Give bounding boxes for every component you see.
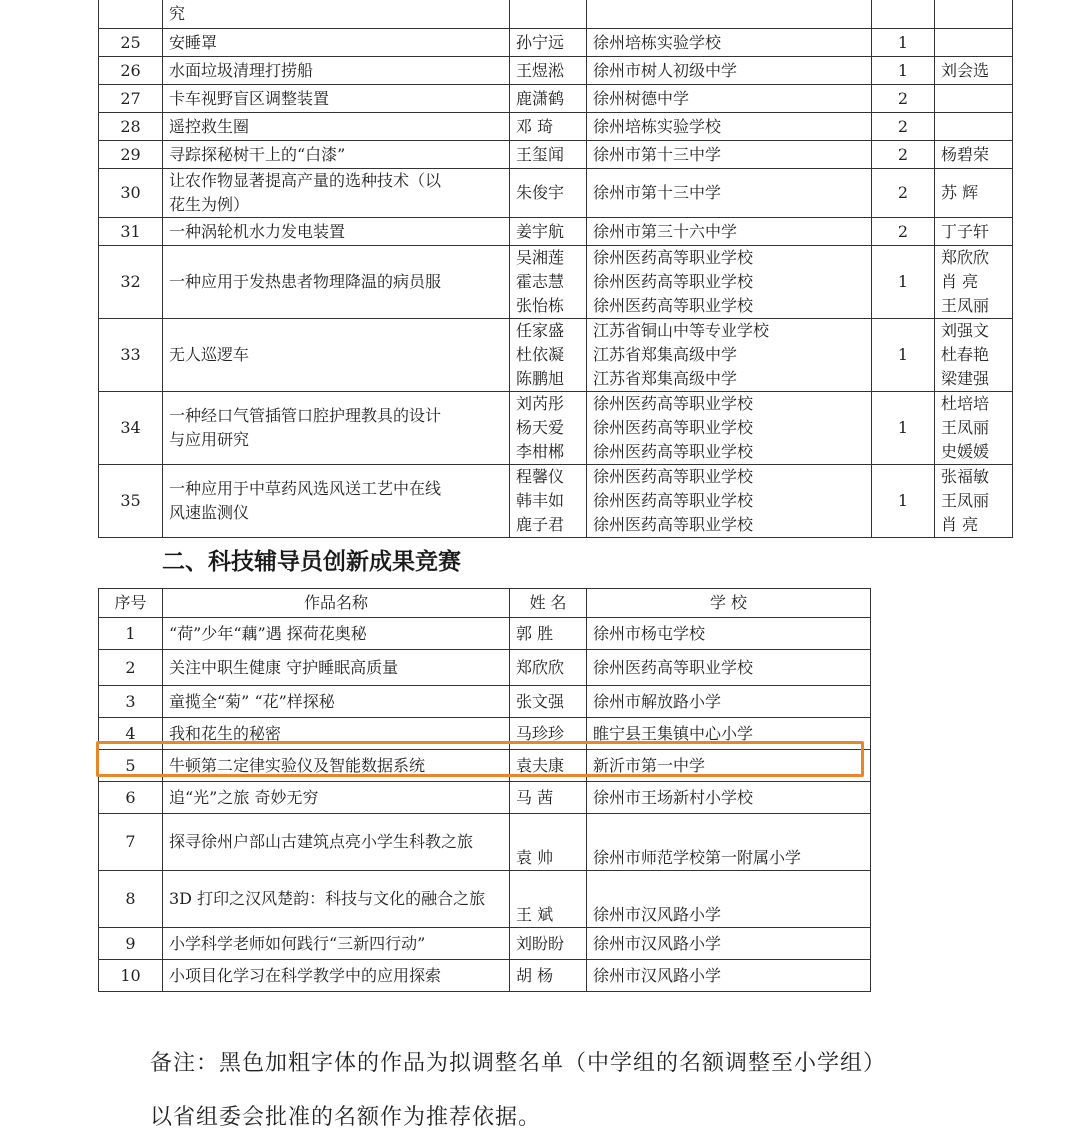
school-name: 睢宁县王集镇中心小学 <box>587 718 871 750</box>
work-title-line: 一种应用于中草药风选风送工艺中在线 <box>169 479 442 498</box>
section-heading: 二、科技辅导员创新成果竞赛 <box>162 549 461 575</box>
tutor-names <box>935 392 1013 465</box>
award-level: 1 <box>872 392 935 465</box>
row-index: 27 <box>99 85 163 113</box>
tutor-name: 马珍珍 <box>510 718 587 750</box>
school-names-line: 徐州市第三十六中学 <box>593 221 738 241</box>
work-title <box>163 246 510 319</box>
work-title-line: 无人巡逻车 <box>169 345 250 364</box>
table-row <box>99 782 871 814</box>
award-level: 1 <box>872 29 935 57</box>
school-names-line: 江苏省铜山中等专业学校 <box>593 321 770 340</box>
school-names-line: 徐州树德中学 <box>593 88 690 108</box>
work-title <box>163 0 510 29</box>
row-index: 10 <box>99 960 163 992</box>
school-names-line: 徐州医药高等职业学校 <box>593 418 754 437</box>
school-names <box>587 85 872 113</box>
tutor-names-line: 梁建强 <box>941 369 990 388</box>
work-title: 童揽全“菊” “花”样探秘 <box>163 686 510 718</box>
award-level: 2 <box>872 169 935 218</box>
tutor-names-line: 杜培培 <box>941 394 990 413</box>
student-names <box>510 29 587 57</box>
table-row <box>99 29 1013 57</box>
student-names <box>510 218 587 246</box>
tutor-name: 刘盼盼 <box>510 928 587 960</box>
tutor-names-line: 王凤丽 <box>941 491 990 510</box>
row-index: 30 <box>99 169 163 218</box>
student-names <box>510 392 587 465</box>
work-title-line: 水面垃圾清理打捞船 <box>169 60 314 80</box>
school-names-line: 徐州市第十三中学 <box>593 183 722 202</box>
tutor-names-line: 肖 亮 <box>941 515 979 534</box>
school-name: 徐州市师范学校第一附属小学 <box>587 814 871 871</box>
student-names-line: 朱俊宇 <box>516 183 565 202</box>
school-names <box>587 465 872 538</box>
tutor-name: 张文强 <box>510 686 587 718</box>
school-names-line: 徐州医药高等职业学校 <box>593 296 754 315</box>
tutor-names-line: 肖 亮 <box>941 272 979 291</box>
tutor-names-line: 苏 辉 <box>941 183 979 202</box>
student-names-line: 鹿潇鹤 <box>516 88 565 108</box>
school-name: 徐州市汉风路小学 <box>587 960 871 992</box>
tutor-names <box>935 85 1013 113</box>
school-name: 徐州市汉风路小学 <box>587 928 871 960</box>
work-title: 3D 打印之汉风楚韵：科技与文化的融合之旅 <box>163 871 510 928</box>
tutor-names-line: 刘强文 <box>941 321 990 340</box>
school-names-line: 徐州培栋实验学校 <box>593 116 722 136</box>
school-name: 新沂市第一中学 <box>587 750 871 782</box>
student-names-line: 霍志慧 <box>516 272 565 291</box>
school-names <box>587 392 872 465</box>
table-row <box>99 246 1013 319</box>
tutor-names <box>935 113 1013 141</box>
table-row <box>99 113 1013 141</box>
tutor-name: 马 茜 <box>510 782 587 814</box>
student-names <box>510 169 587 218</box>
student-names <box>510 465 587 538</box>
tutor-names <box>935 218 1013 246</box>
work-title-line: 让农作物显著提高产量的选种技术（以 <box>169 171 442 190</box>
award-level <box>872 0 935 29</box>
tutor-names <box>935 246 1013 319</box>
student-names-line: 杨天爱 <box>516 418 565 437</box>
student-names <box>510 113 587 141</box>
row-index: 2 <box>99 650 163 686</box>
row-index: 7 <box>99 814 163 871</box>
school-names-line: 江苏省郑集高级中学 <box>593 345 738 364</box>
work-title-line: 卡车视野盲区调整装置 <box>169 88 330 108</box>
student-names-line: 王玺闻 <box>516 144 565 164</box>
school-names <box>587 57 872 85</box>
work-title <box>163 141 510 169</box>
student-names <box>510 141 587 169</box>
work-title-line: 与应用研究 <box>169 430 250 449</box>
work-title <box>163 169 510 218</box>
student-names <box>510 0 587 29</box>
school-names-line: 徐州医药高等职业学校 <box>593 467 754 486</box>
work-title-line: 遥控救生圈 <box>169 116 250 136</box>
row-index: 3 <box>99 686 163 718</box>
award-table-student <box>98 0 1013 538</box>
tutor-name: 郭 胜 <box>510 618 587 650</box>
student-names-line: 任家盛 <box>516 321 565 340</box>
row-index: 28 <box>99 113 163 141</box>
award-level: 1 <box>872 465 935 538</box>
tutor-name: 王 斌 <box>510 871 587 928</box>
row-index: 25 <box>99 29 163 57</box>
tutor-names <box>935 465 1013 538</box>
work-title: 关注中职生健康 守护睡眠高质量 <box>163 650 510 686</box>
student-names-line: 程馨仪 <box>516 467 565 486</box>
school-names <box>587 169 872 218</box>
work-title <box>163 218 510 246</box>
work-title: 探寻徐州户部山古建筑点亮小学生科教之旅 <box>163 814 510 871</box>
table-row <box>99 928 871 960</box>
table-row <box>99 85 1013 113</box>
work-title-line: 一种涡轮机水力发电装置 <box>169 221 346 241</box>
school-names-line: 徐州医药高等职业学校 <box>593 442 754 461</box>
school-names-line: 江苏省郑集高级中学 <box>593 369 738 388</box>
work-title <box>163 465 510 538</box>
tutor-name: 胡 杨 <box>510 960 587 992</box>
row-index: 31 <box>99 218 163 246</box>
student-names-line: 邓 琦 <box>516 116 554 136</box>
school-names <box>587 29 872 57</box>
student-names <box>510 85 587 113</box>
tutor-names <box>935 29 1013 57</box>
tutor-name: 袁夫康 <box>510 750 587 782</box>
row-index: 6 <box>99 782 163 814</box>
table-row <box>99 169 1013 218</box>
school-name: 徐州市王场新村小学校 <box>587 782 871 814</box>
student-names-line: 王煜淞 <box>516 60 565 80</box>
row-index: 1 <box>99 618 163 650</box>
student-names-line: 韩丰如 <box>516 491 565 510</box>
tutor-names <box>935 0 1013 29</box>
table-row <box>99 750 871 782</box>
table-row <box>99 960 871 992</box>
work-title: 我和花生的秘密 <box>163 718 510 750</box>
school-name: 徐州市汉风路小学 <box>587 871 871 928</box>
award-level: 2 <box>872 113 935 141</box>
work-title <box>163 85 510 113</box>
school-names-line: 徐州市第十三中学 <box>593 144 722 164</box>
work-title <box>163 113 510 141</box>
tutor-names <box>935 57 1013 85</box>
school-names-line: 徐州市树人初级中学 <box>593 60 738 80</box>
student-names-line: 张怡栋 <box>516 296 565 315</box>
school-names-line: 徐州医药高等职业学校 <box>593 491 754 510</box>
work-title <box>163 392 510 465</box>
note-line-2: 以省组委会批准的名额作为推荐依据。 <box>150 1105 542 1130</box>
work-title-line: 一种应用于发热患者物理降温的病员服 <box>169 272 442 291</box>
table-row <box>99 319 1013 392</box>
award-level: 1 <box>872 57 935 85</box>
row-index: 33 <box>99 319 163 392</box>
work-title-line: 寻踪探秘树干上的“白漆” <box>169 144 346 164</box>
table-row <box>99 0 1013 29</box>
table-header-row <box>99 589 871 618</box>
school-name: 徐州市解放路小学 <box>587 686 871 718</box>
row-index: 5 <box>99 750 163 782</box>
header-title: 作品名称 <box>163 589 510 618</box>
student-names <box>510 319 587 392</box>
tutor-names-line: 王凤丽 <box>941 418 990 437</box>
tutor-names <box>935 141 1013 169</box>
work-title: 追“光”之旅 奇妙无穷 <box>163 782 510 814</box>
school-names-line: 徐州医药高等职业学校 <box>593 248 754 267</box>
work-title <box>163 29 510 57</box>
table-row <box>99 686 871 718</box>
school-names-line: 徐州医药高等职业学校 <box>593 515 754 534</box>
table-row <box>99 650 871 686</box>
row-index: 8 <box>99 871 163 928</box>
tutor-names-line: 张福敏 <box>941 467 990 486</box>
school-names <box>587 319 872 392</box>
school-names-line: 徐州医药高等职业学校 <box>593 272 754 291</box>
table-row <box>99 392 1013 465</box>
note-line-1: 备注：黑色加粗字体的作品为拟调整名单（中学组的名额调整至小学组） <box>150 1051 887 1076</box>
table-row <box>99 618 871 650</box>
work-title: 小学科学老师如何践行“三新四行动” <box>163 928 510 960</box>
tutor-names-line: 丁子轩 <box>941 221 990 241</box>
table-row <box>99 814 871 871</box>
work-title-line: 风速监测仪 <box>169 503 250 522</box>
header-name: 姓 名 <box>510 589 587 618</box>
table-row <box>99 718 871 750</box>
award-level: 2 <box>872 85 935 113</box>
work-title-line: 一种经口气管插管口腔护理教具的设计 <box>169 406 442 425</box>
school-names <box>587 0 872 29</box>
tutor-names-line: 杨碧荣 <box>941 144 990 164</box>
tutor-name: 郑欣欣 <box>510 650 587 686</box>
award-level: 2 <box>872 141 935 169</box>
row-index: 34 <box>99 392 163 465</box>
tutor-names <box>935 169 1013 218</box>
work-title <box>163 319 510 392</box>
school-names-line: 徐州培栋实验学校 <box>593 32 722 52</box>
school-name: 徐州医药高等职业学校 <box>587 650 871 686</box>
tutor-names-line: 刘会选 <box>941 60 990 80</box>
work-title-line: 安睡罩 <box>169 32 218 52</box>
student-names-line: 李柑郴 <box>516 442 565 461</box>
work-title-line: 究 <box>169 3 186 23</box>
table-row <box>99 218 1013 246</box>
header-index: 序号 <box>99 589 163 618</box>
row-index: 4 <box>99 718 163 750</box>
work-title: 牛顿第二定律实验仪及智能数据系统 <box>163 750 510 782</box>
student-names <box>510 246 587 319</box>
table-row <box>99 141 1013 169</box>
row-index: 29 <box>99 141 163 169</box>
student-names-line: 姜宇航 <box>516 221 565 241</box>
student-names-line: 陈鹏旭 <box>516 369 565 388</box>
student-names-line: 鹿子君 <box>516 515 565 534</box>
table-row <box>99 871 871 928</box>
award-level: 2 <box>872 218 935 246</box>
school-names <box>587 218 872 246</box>
table-row <box>99 57 1013 85</box>
tutor-names-line: 杜春艳 <box>941 345 990 364</box>
row-index: 35 <box>99 465 163 538</box>
work-title: 小项目化学习在科学教学中的应用探索 <box>163 960 510 992</box>
student-names-line: 刘芮彤 <box>516 394 565 413</box>
student-names-line: 杜依凝 <box>516 345 565 364</box>
student-names-line: 孙宁远 <box>516 32 565 52</box>
school-name: 徐州市杨屯学校 <box>587 618 871 650</box>
row-index: 32 <box>99 246 163 319</box>
row-index: 26 <box>99 57 163 85</box>
school-names <box>587 246 872 319</box>
table-row <box>99 465 1013 538</box>
row-index: 9 <box>99 928 163 960</box>
school-names <box>587 113 872 141</box>
tutor-name: 袁 帅 <box>510 814 587 871</box>
tutor-names-line: 郑欣欣 <box>941 248 990 267</box>
row-index <box>99 0 163 29</box>
work-title-line: 花生为例） <box>169 195 250 214</box>
header-school: 学 校 <box>587 589 871 618</box>
work-title: “荷”少年“藕”遇 探荷花奥秘 <box>163 618 510 650</box>
student-names-line: 吴湘莲 <box>516 248 565 267</box>
tutor-names-line: 王凤丽 <box>941 296 990 315</box>
work-title <box>163 57 510 85</box>
tutor-names <box>935 319 1013 392</box>
tutor-names-line: 史媛媛 <box>941 442 990 461</box>
award-table-tutor <box>98 588 871 992</box>
school-names-line: 徐州医药高等职业学校 <box>593 394 754 413</box>
award-level: 1 <box>872 246 935 319</box>
school-names <box>587 141 872 169</box>
student-names <box>510 57 587 85</box>
award-level: 1 <box>872 319 935 392</box>
